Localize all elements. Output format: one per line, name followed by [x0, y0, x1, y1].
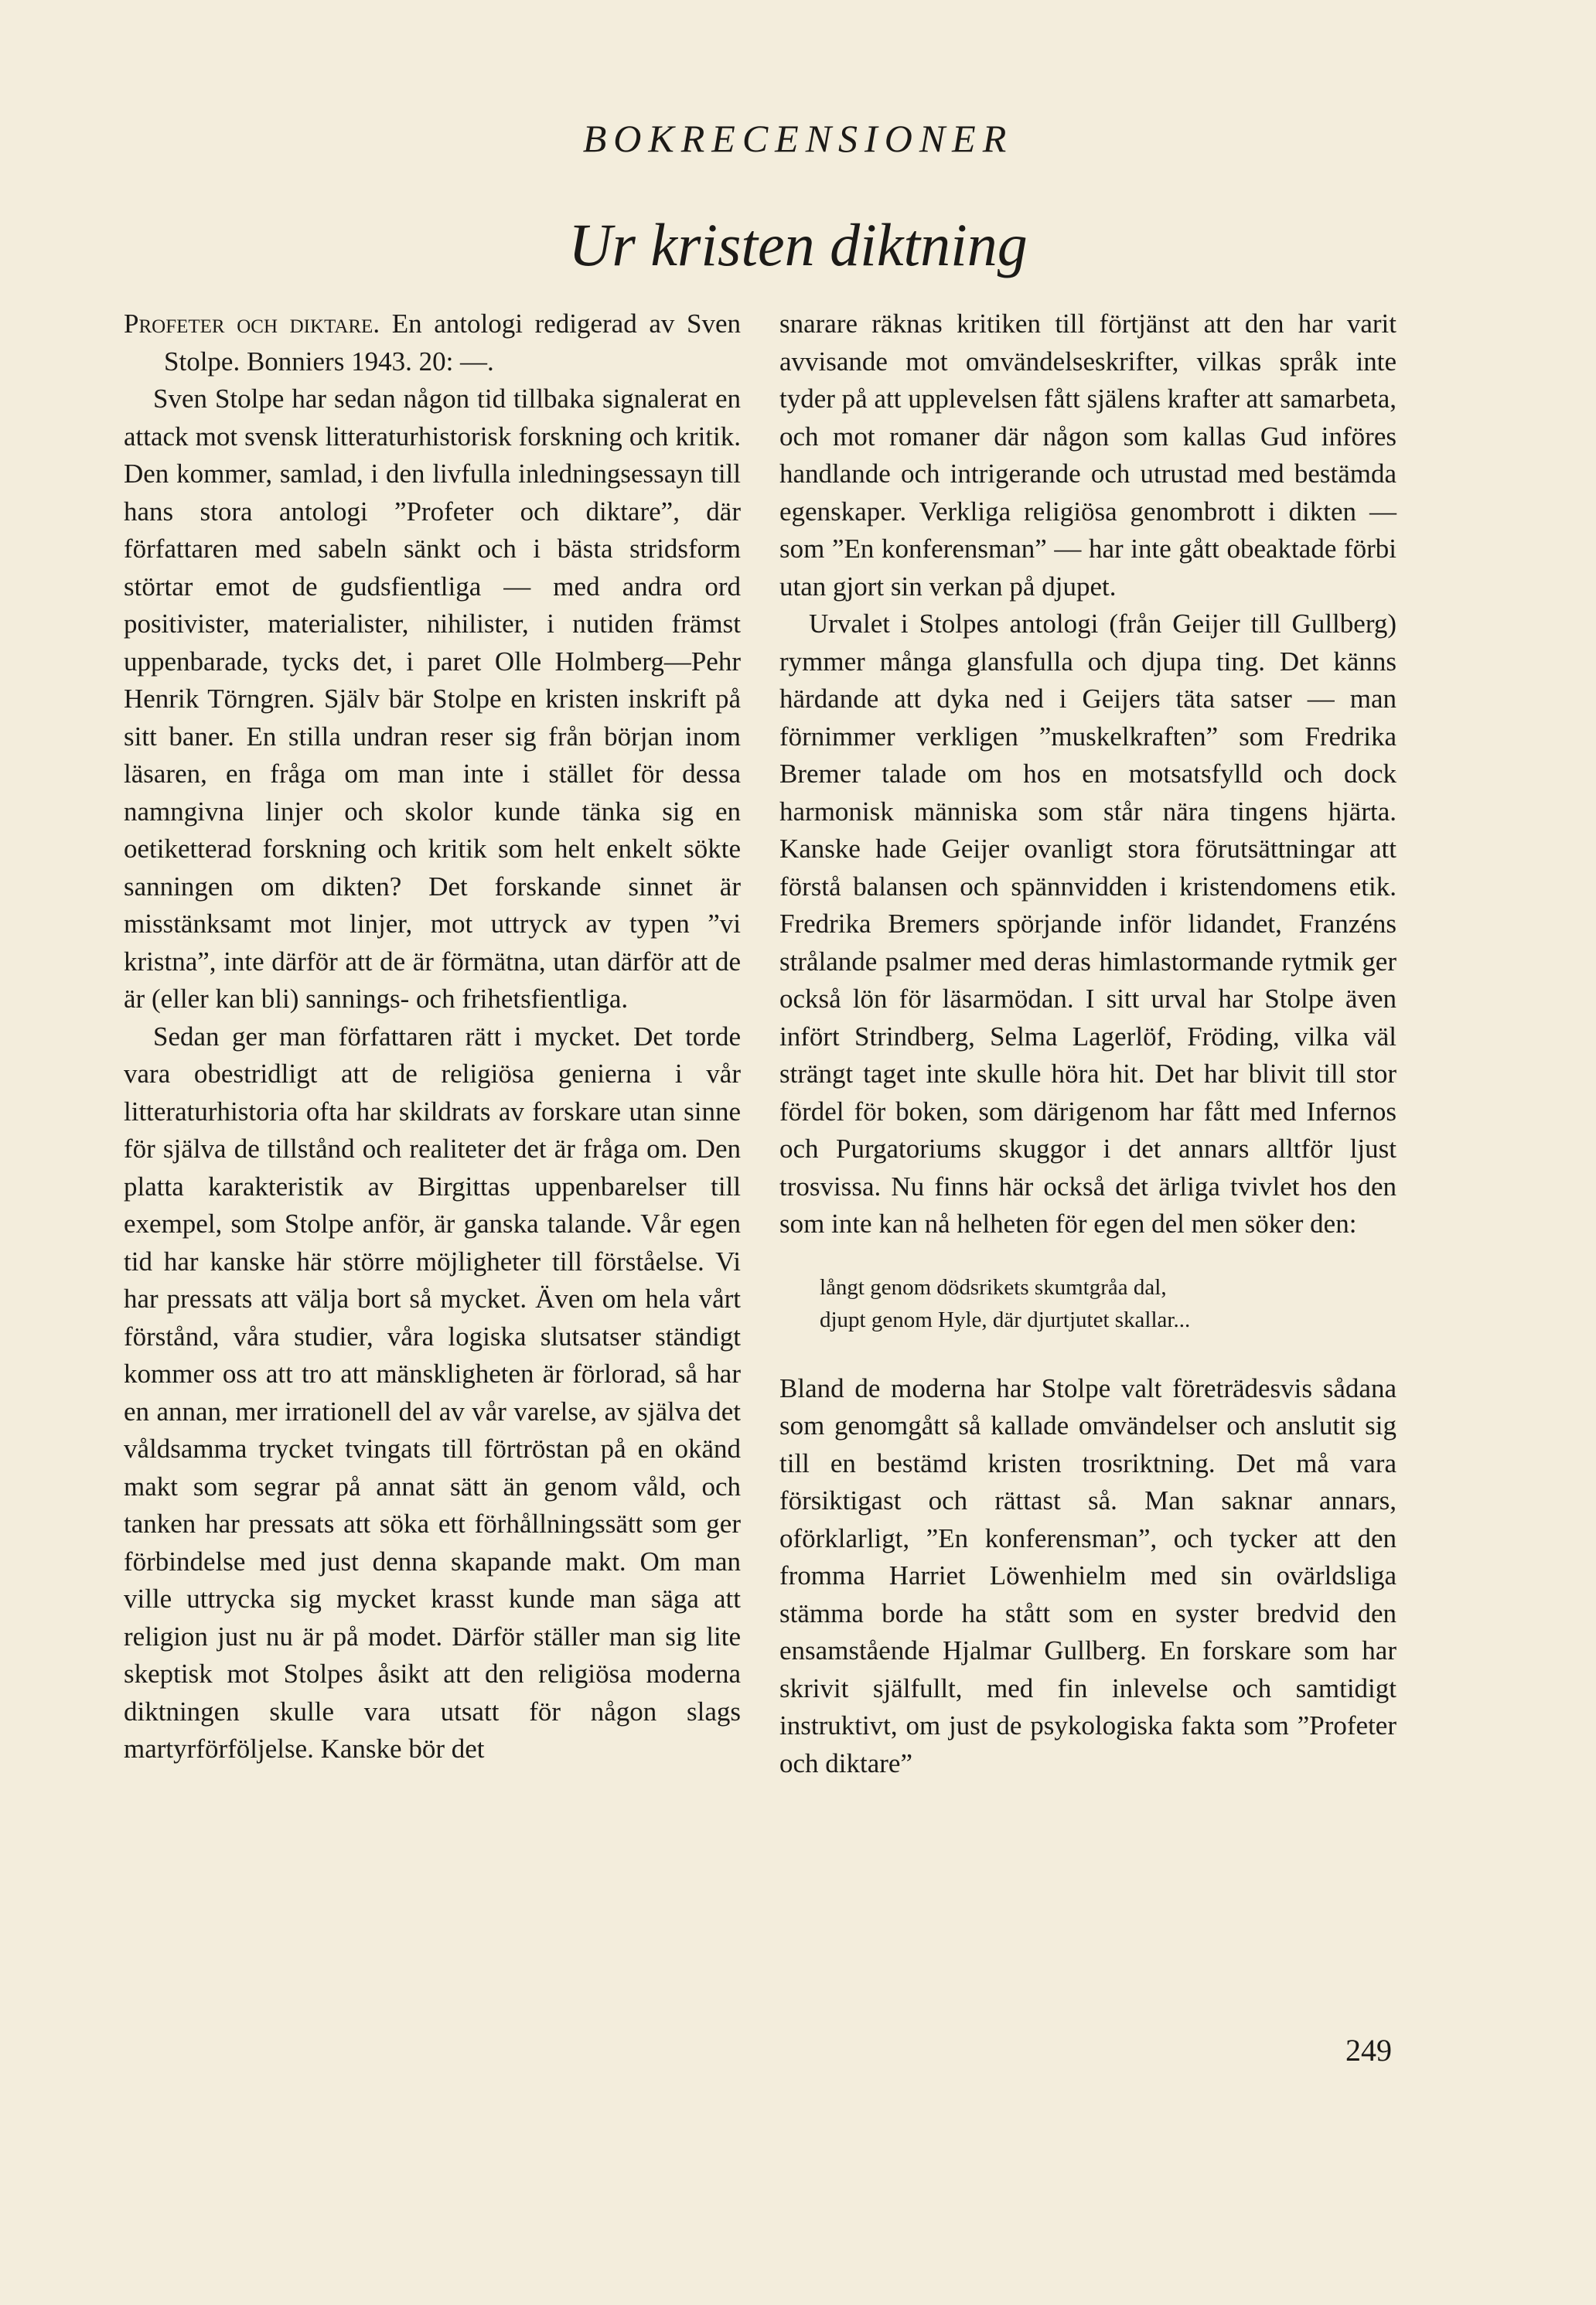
- left-column: [124, 305, 741, 1768]
- page-number: 249: [1345, 2033, 1392, 2068]
- article-title: Ur kristen diktning: [568, 211, 1028, 278]
- running-head: BOKRECENSIONER: [582, 117, 1014, 160]
- book-title-smallcaps: Profeter och diktare.: [124, 309, 380, 339]
- bibliographic-entry: [124, 305, 741, 380]
- verse-quote: [820, 1271, 1396, 1336]
- right-column: [779, 305, 1396, 1782]
- paragraph: Sven Stolpe har sedan någon tid tillbaka signalerat en attack mot svensk litteraturhistorisk forskning och kritik. Den kommer, samlad, i den livfulla inledningsessayn till hans stora antologi ”Profeter och diktare”, där författaren med sabeln sänkt och i bästa stridsform störtar emot de gudsfientliga — med andra ord positivister, materialister, nihilister, i nutiden främst uppenbarade, tycks det, i paret Olle Holmberg—Pehr Henrik Törngren. Själv bär Stolpe en kristen inskrift på sitt baner. En stilla undran reser sig från början inom läsaren, en fråga om man inte i stället för dessa namngivna linjer och skolor kunde tänka sig en oetiketterad forskning och kritik som helt enkelt sökte sanningen om dikten? Det forskande sinnet är misstänksamt mot linjer, mot uttryck av typen ”vi kristna”, inte därför att de är förmätna, utan därför att de är (eller kan bli) sannings- och frihetsfientliga.: [124, 384, 741, 1014]
- verse-line: djupt genom Hyle, där djurtjutet skallar...: [820, 1307, 1191, 1332]
- paragraph: Urvalet i Stolpes antologi (från Geijer till Gullberg) rymmer många glansfulla och djupa ting. Det känns härdande att dyka ned i Geijers täta satser — man förnimmer verkligen ”muskelkraften” som Fredrika Bremer talade om hos en motsatsfylld och dock harmonisk människa som står nära tingens hjärta. Kanske hade Geijer ovanligt stora förutsättningar att förstå balansen och spännvidden i kristendomens etik. Fredrika Bremers spörjande inför lidandet, Franzéns strålande psalmer med deras himlastormande rytmik ger också lön för läsarmödan. I sitt urval har Stolpe även infört Strindberg, Selma Lagerlöf, Fröding, vilka väl strängt taget inte skulle höra hit. Det har blivit till stor fördel för boken, som därigenom har fått med Infernos och Purgatoriums skuggor i det annars alltför ljust trosvissa. Nu finns här också det ärliga tvivlet hos den som inte kan nå helheten för egen del men söker den:: [779, 609, 1396, 1239]
- paragraph: Bland de moderna har Stolpe valt företrädesvis sådana som genomgått så kallade omvändelser och anslutit sig till en bestämd kristen trosriktning. Det må vara försiktigast och rättast så. Man saknar annars, oförklarligt, ”En konferensman”, och tycker att den fromma Harriet Löwenhielm med sin ovärldsliga stämma borde ha stått som en syster bredvid den ensamstående Hjalmar Gullberg. En forskare som har skrivit själfullt, med fin inlevelse och samtidigt instruktivt, om just de psykologiska fakta som ”Profeter och diktare”: [779, 1372, 1396, 1778]
- paragraph: Sedan ger man författaren rätt i mycket. Det torde vara obestridligt att de religiösa genierna i vår litteraturhistoria ofta har skildrats av forskare utan sinne för själva de tillstånd och realiteter det är fråga om. Den platta karakteristik av Birgittas uppenbarelser till exempel, som Stolpe anför, är ganska talande. Vår egen tid har kanske här större möjligheter till förståelse. Vi har pressats att välja bort så mycket. Även om hela vårt förstånd, våra studier, våra logiska slutsatser ständigt kommer oss att tro att mänskligheten är förlorad, så har en annan, mer irrationell del av vår varelse, av själva det våldsamma trycket tvingats till förtröstan på en okänd makt som segrar på annat sätt än genom våld, och tanken har pressats att söka ett förhållningssätt som ger förbindelse med just denna skapande makt. Om man ville uttrycka sig mycket krasst kunde man säga att religion just nu är på modet. Därför ställer man sig lite skeptisk mot Stolpes åsikt att den religiösa moderna diktningen skulle vara utsatt för någon slags martyrförföljelse. Kanske bör det: [124, 1021, 741, 1764]
- paragraph: snarare räknas kritiken till förtjänst att den har varit avvisande mot omvändelseskrifter, vilkas språk inte tyder på att upplevelsen fått själens krafter att samarbeta, och mot romaner där någon som kallas Gud införes handlande och intrigerande och utrustad med bestämda egenskaper. Verkliga religiösa genombrott i dikten — som ”En konferensman” — har inte gått obeaktade förbi utan gjort sin verkan på djupet.: [779, 309, 1396, 602]
- verse-line: långt genom dödsrikets skumtgråa dal,: [820, 1274, 1167, 1300]
- bibliographic-details: En antologi redigerad av Sven Stolpe. Bonniers 1943. 20: —.: [164, 309, 742, 377]
